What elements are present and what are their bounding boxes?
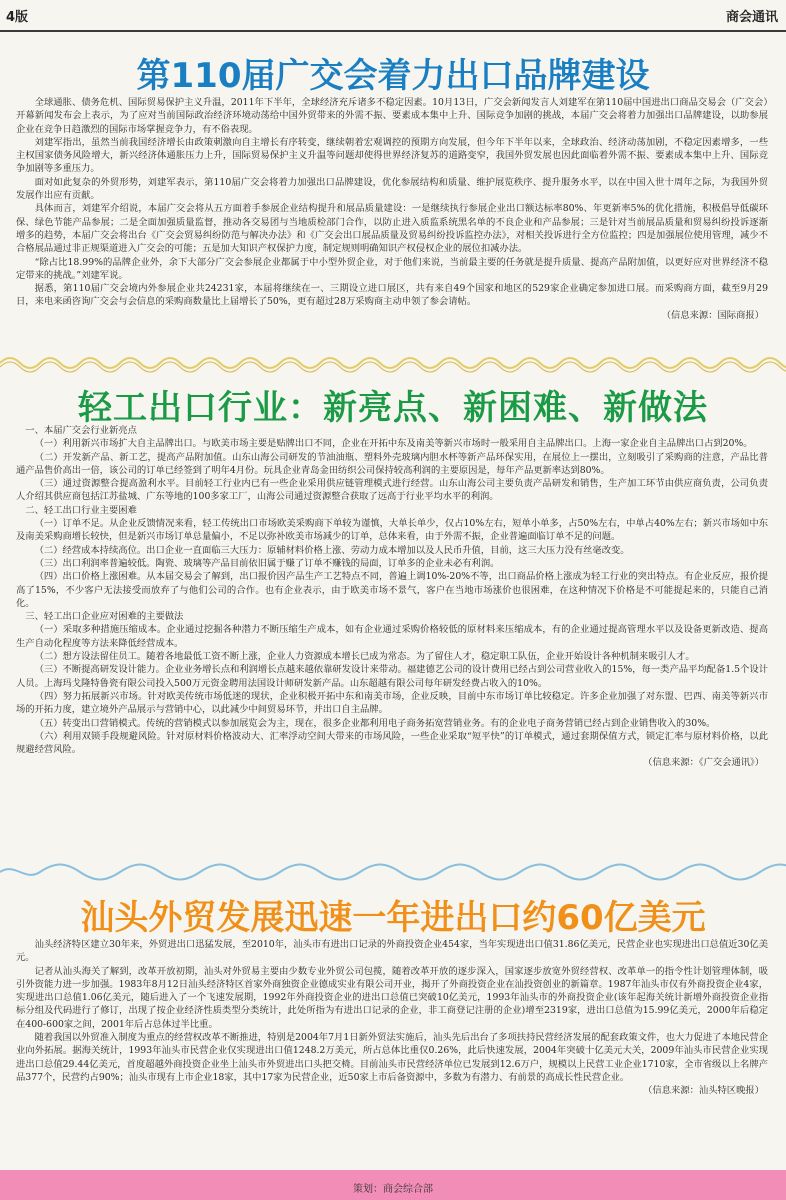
article1-body bbox=[16, 96, 768, 322]
article2-paragraph: （二）想方设法留住员工。随着各地最低工资不断上涨，企业人力资源成本增长已成为常态。为了留住人才，稳定职工队伍，企业开始设计各种机制来吸引人才。 bbox=[34, 651, 695, 663]
article2-paragraph: （六）利用双锁手段规避风险。针对原材料价格波动大、汇率浮动空间大带来的市场风险，一些企业采取“短平快”的订单模式，通过套期保值方式，锁定汇率与原材料价格，以此规避经营风险。 bbox=[16, 730, 768, 756]
article2-title: 轻工出口行业：新亮点、新困难、新做法 bbox=[78, 388, 708, 428]
article2-body bbox=[16, 424, 768, 770]
article1-paragraph: 全球通胀、债务危机、国际贸易保护主义升温，2011年下半年，全球经济充斥诸多不稳定因素。10月13日，广交会新闻发言人刘建军在第110届中国进出口商品交易会（广交会）开幕新闻发布会上表示，为了应对当前国际政治经济环境动荡给中国外贸带来的外需不振、要素成本集中上升、国际竞争加剧的挑战，本届广交会将着力加强出口品牌建设，以助参展企业在竞争日趋激烈的国际市场掌握竞争力，有不俗表现。 bbox=[16, 97, 768, 135]
article1-paragraph: 据悉，第110届广交会境内外参展企业共24231家，本届将继续在一、三期设立进口展区，共有来自49个国家和地区的529家企业确定参加进口展。而采购商方面，截至9月29日，来电来函咨询广交会与会信息的采购商数量比上届增长了50%，更有超过28万采购商主动申领了参会请帖。 bbox=[16, 283, 768, 308]
article2-source: （信息来源：《广交会通讯》） bbox=[643, 757, 764, 769]
section-name: 商会通讯 bbox=[725, 10, 778, 25]
article2-paragraph: （一）采取多种措施压缩成本。企业通过挖掘各种潜力不断压缩生产成本，如有企业通过采购价格较低的原材料来压缩成本，有的企业通过提高管理水平以及设备更新改造、提高生产自动化程度等方法来降低经营成本。 bbox=[16, 624, 768, 649]
article1-title: 第110届广交会着力出口品牌建设 bbox=[136, 56, 650, 96]
article2-paragraph: （三）出口利润率普遍较低。陶瓷、玻璃等产品目前依旧属于赚了订单不赚钱的局面，订单多的企业未必有利润。 bbox=[34, 557, 500, 569]
article2-paragraph: （一）利用新兴市场扩大自主品牌出口。与欧美市场主要是贴牌出口不同，企业在开拓中东及南美等新兴市场时一般采用自主品牌出口。上海一家企业自主品牌出口占到20%。 bbox=[34, 438, 753, 450]
article2-paragraph: （四）出口价格上涨困难。从本届交易会了解到，出口报价因产品生产工艺特点不同，普遍上调10%-20%不等，出口商品价格上涨成为轻工行业的突出特点。有企业反应，报价提高了15%，不少客户无法接受而放弃了与他们公司的合作。也有企业表示，由于欧美市场不景气，客户在当地市场涨价也很困难，在这种情况下价格是不可能提起来的，只能自己消化。 bbox=[16, 571, 768, 609]
article2-heading: 三、轻工出口企业应对困难的主要做法 bbox=[25, 611, 184, 623]
article2-paragraph: （二）开发新产品、新工艺，提高产品附加值。山东山海公司研发的节油油瓶、塑料外壳玻璃内胆水杯等新产品环保实用，在展位上一摆出，立刻吸引了采购商的注意，产品比普通产品售价高出一倍，该公司的订单已经签到了明年4月份。玩具企业青岛金田纺织公司保持较高利润的主要原因是，每年产品更新率达到80%。 bbox=[16, 451, 768, 476]
page-number: 4版 bbox=[6, 10, 29, 25]
article2-paragraph: （二）经营成本持续高位。出口企业一直面临三大压力：原辅材料价格上涨、劳动力成本增加以及人民币升值，目前，这三大压力没有丝毫改变。 bbox=[34, 544, 630, 556]
decorative-swirl-divider bbox=[0, 860, 786, 884]
article1-source: （信息来源：国际商报） bbox=[661, 309, 764, 321]
article2-heading: 二、轻工出口行业主要困难 bbox=[25, 504, 137, 516]
footer-credit: 策划：商会综合部 bbox=[353, 1184, 433, 1195]
page-header bbox=[0, 0, 786, 32]
article3-paragraph: 汕头经济特区建立30年来，外贸进出口迅猛发展，至2010年，汕头市有进出口记录的外商投资企业454家，当年实现进出口值31.86亿美元，民营企业也实现进出口总值近30亿美元。 bbox=[16, 939, 768, 964]
article3-paragraph: 随着我国以外贸准入制度为重点的经营权改革不断推进，特别是2004年7月1日新外贸法实施后，汕头先后出台了多项扶持民营经济发展的配套政策文件，也大力促进了本地民营企业向外拓展。据海关统计，1993年汕头市民营企业仅实现进出口值1248.2万美元，所占总体比重仅0.26%，此后快速发展，2004年突破十亿美元大关，2009年汕头市民营企业实现进出口总值29.44亿美元，首度超越外商投资企业坐上汕头市外贸进出口头把交椅。目前汕头市民营经济单位已发展到12.6万户，规模以上民营工业企业1710家，全市省级以上名牌产品377个，民营约占90%；汕头市现有上市企业18家，其中17家为民营企业，近50家上市后备资源中，多数为有潜力、有前景的高成长性民营企业。 bbox=[16, 1032, 768, 1083]
article1-paragraph: “除占比18.99%的品牌企业外，余下大部分广交会参展企业都属于中小型外贸企业，对于他们来说，当前最主要的任务就是提升质量、提高产品附加值，以更好应对世界经济不稳定带来的挑战。”刘建军说。 bbox=[16, 256, 768, 281]
article2-paragraph: （一）订单不足。从企业反馈情况来看，轻工传统出口市场欧美采购商下单较为谨慎，大单长单少，仅占10%左右，短单小单多，占50%左右，中单占40%左右；新兴市场如中东及南美采购商增长较快，但是新兴市场订单总量偏小，不足以弥补欧美市场减少的订单，总体来看，由于外需不振，企业普遍面临订单不足的问题。 bbox=[16, 518, 768, 543]
article1-paragraph: 刘建军指出，虽然当前我国经济增长由政策刺激向自主增长有序转变，继续朝着宏观调控的预期方向发展，但今年下半年以来，全球政治、经济动荡加剧，不稳定因素增多，一些主权国家债务风险增大，新兴经济体通胀压力上升，国际贸易保护主义升温等问题却使得世界经济复苏的道路变窄，我国外贸发展也因此面临着外需不振、要素成本集中上升、国际竞争加剧等多重压力。 bbox=[16, 136, 768, 175]
article2-paragraph: （五）转变出口营销模式。传统的营销模式以参加展览会为主，现在，很多企业都利用电子商务拓宽营销业务。有的企业电子商务营销已经占到企业销售收入的30%。 bbox=[34, 717, 716, 729]
article1-paragraph: 面对如此复杂的外贸形势，刘建军表示，第110届广交会将着力加强出口品牌建设，优化参展结构和质量、维护展览秩序、提升服务水平，以在中国入世十周年之际，为我国外贸发展作出应有贡献。 bbox=[16, 176, 768, 202]
article3-source: （信息来源：汕头特区晚报） bbox=[643, 1085, 764, 1097]
article3-body bbox=[16, 938, 768, 1098]
article1-paragraph: 具体而言，刘建军介绍说，本届广交会将从五方面着手参展企业结构提升和展品质量建设：一是继续执行参展企业出口额达标率80%、年更新率5%的优化措施，积极倡导低碳环保、绿色节能产品参展；二是全面加强质量监督，推动各交易团与当地质检部门合作，以防止进入质监系统黑名单的不良企业和产品参展；三是针对当前展品质量和贸易纠纷投诉逐渐增多的趋势，本届广交会将出台《广交会贸易纠纷防范与解决办法》和《广交会出口展品质量及贸易纠纷投诉监控办法》，对相关投诉进行全方位监控；四是加强展位使用管理，减少不合格展品通过非正规渠道进入广交会的可能；五是加大知识产权保护力度，制定规则明确知识产权侵权企业的展位扣减办法。 bbox=[16, 203, 768, 255]
article2-paragraph: （三）不断提高研发设计能力。企业业务增长点和利润增长点越来越依靠研发设计来带动。福建德艺公司的设计费用已经占到公司营业收入的15%，每一类产品平均配备1.5个设计人员。上海玛戈隆特鲁瓷有限公司投入500万元资金聘用法国设计师研发新产品。山东超越有限公司每年研发经费占收入的10%。 bbox=[16, 664, 768, 689]
decorative-wave-divider bbox=[0, 350, 786, 376]
article2-heading: 一、本届广交会行业新亮点 bbox=[25, 425, 137, 436]
article3-title: 汕头外贸发展迅速一年进出口约60亿美元 bbox=[80, 898, 706, 938]
footer-band bbox=[0, 1170, 786, 1200]
article2-paragraph: （四）努力拓展新兴市场。针对欧美传统市场低迷的现状，企业积极开拓中东和南美市场，企业反映，目前中东市场订单比较稳定。许多企业加强了对东盟、巴西、南美等新兴市场的开拓力度，建立境外产品展示与营销中心，以此减少中间贸易环节，并出口自主品牌。 bbox=[16, 690, 768, 716]
article3-paragraph: 记者从汕头海关了解到，改革开放初期，汕头对外贸易主要由少数专业外贸公司包揽，随着改革开放的逐步深入，国家逐步放宽外贸经营权、改革单一的指令性计划管理体制，吸引外资能力进一步加强。1983年8月12日汕头经济特区首家外商独资企业德成实业有限公司开业，揭开了外商投资企业在汕投资创业的新篇章。1987年汕头市仅有外商投资企业4家，实现进出口总值1.06亿美元，随后进入了一个飞速发展期，1992年外商投资企业的进出口总值已突破10亿美元，1993年汕头市的外商投资企业(该年起海关统计新增外商投资企业指标分组及代码进行了修订，出现了按企业经济性质类型分类统计，此处所指为有进出口记录的企业，非工商登记注册的企业)增至2319家，进出口总值为15.99亿美元，2000年后稳定在400-600家之间，2001年后占总体过半比重。 bbox=[16, 965, 768, 1030]
article2-paragraph: （三）通过资源整合提高盈利水平。目前轻工行业内已有一些企业采用供应链管理模式进行经营。山东山海公司主要负责产品研发和销售，生产加工环节由供应商负责，公司负责人介绍其供应商包括江苏盐城、广东等地的100多家工厂，山海公司通过资源整合获取了远高于行业平均水平的利润。 bbox=[16, 478, 768, 503]
